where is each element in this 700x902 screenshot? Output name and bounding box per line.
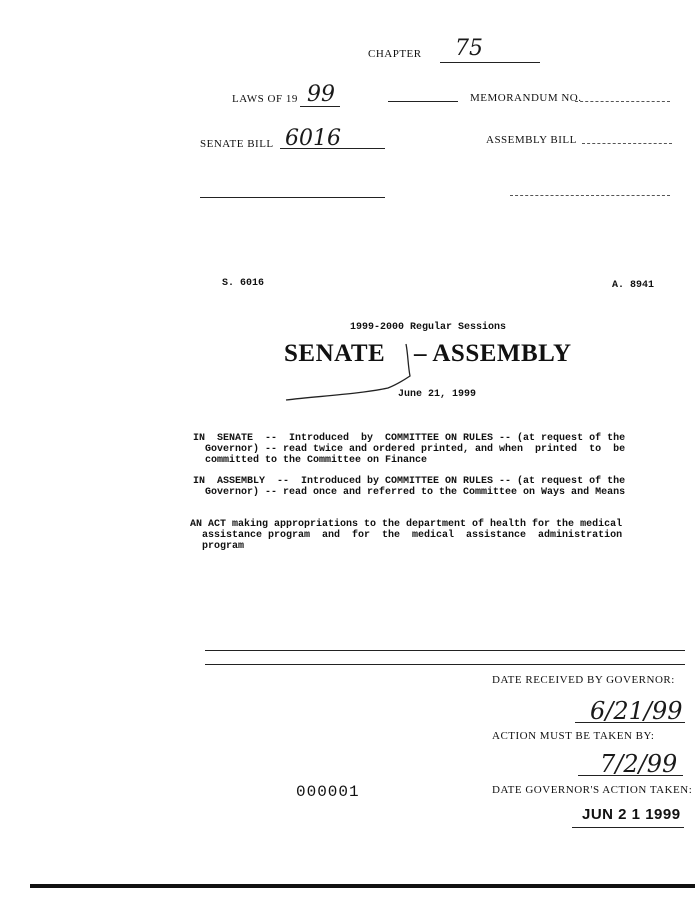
action-taken-label: DATE GOVERNOR'S ACTION TAKEN: [492, 784, 693, 796]
bill-date: June 21, 1999 [398, 389, 477, 400]
memorandum-label: MEMORANDUM NO. [470, 92, 582, 104]
laws-label: LAWS OF 19 [232, 93, 298, 105]
memorandum-line [575, 101, 670, 102]
senate-intro [193, 433, 693, 466]
separator-line-1 [205, 650, 685, 651]
assembly-intro-line: IN ASSEMBLY -- Introduced by COMMITTEE ON RULES -- (at request of the [193, 476, 626, 487]
act-line: assistance program and for the medical assistance administration [190, 530, 623, 541]
title-senate: SENATE [284, 340, 386, 367]
senate-sponsor-line [200, 197, 385, 198]
senate-intro-line: Governor) -- read twice and ordered printed, and when printed to be [193, 444, 626, 455]
assembly-number: A. 8941 [612, 280, 655, 291]
act-line: AN ACT making appropriations to the department of health for the medical [190, 519, 623, 530]
action-taken-underline [572, 827, 684, 828]
senate-bill-label: SENATE BILL [200, 138, 274, 150]
senate-intro-line: committed to the Committee on Finance [193, 455, 428, 466]
laws-trailing-line [388, 101, 458, 102]
senate-bill-value: 6016 [285, 126, 341, 151]
action-deadline-value: 7/2/99 [600, 750, 678, 778]
assembly-intro-line: Governor) -- read once and referred to the Committee on Ways and Means [193, 487, 626, 498]
assembly-intro [193, 476, 693, 498]
chapter-value: 75 [455, 36, 483, 61]
assembly-sponsor-line [510, 195, 670, 196]
separator-line-2 [205, 664, 685, 665]
senate-bill-underline [280, 148, 385, 149]
title-assembly: – ASSEMBLY [414, 340, 572, 367]
page-number: 000001 [296, 783, 360, 801]
action-deadline-underline [578, 775, 683, 776]
date-received-underline [575, 722, 685, 723]
act-line: program [190, 541, 245, 552]
action-deadline-label: ACTION MUST BE TAKEN BY: [492, 730, 655, 742]
session-label: 1999-2000 Regular Sessions [350, 322, 507, 333]
assembly-bill-label: ASSEMBLY BILL [486, 134, 577, 146]
date-received-value: 6/21/99 [590, 697, 683, 725]
laws-value: 99 [307, 82, 335, 107]
senate-intro-line: IN SENATE -- Introduced by COMMITTEE ON RULES -- (at request of the [193, 433, 626, 444]
assembly-bill-line [582, 143, 672, 144]
scan-bottom-edge [30, 884, 695, 888]
senate-number: S. 6016 [222, 278, 265, 289]
act-description [190, 519, 690, 552]
laws-underline [300, 106, 340, 107]
action-taken-stamp: JUN 2 1 1999 [582, 806, 681, 823]
chapter-label: CHAPTER [368, 48, 422, 60]
date-received-label: DATE RECEIVED BY GOVERNOR: [492, 674, 675, 686]
chapter-underline [440, 62, 540, 63]
